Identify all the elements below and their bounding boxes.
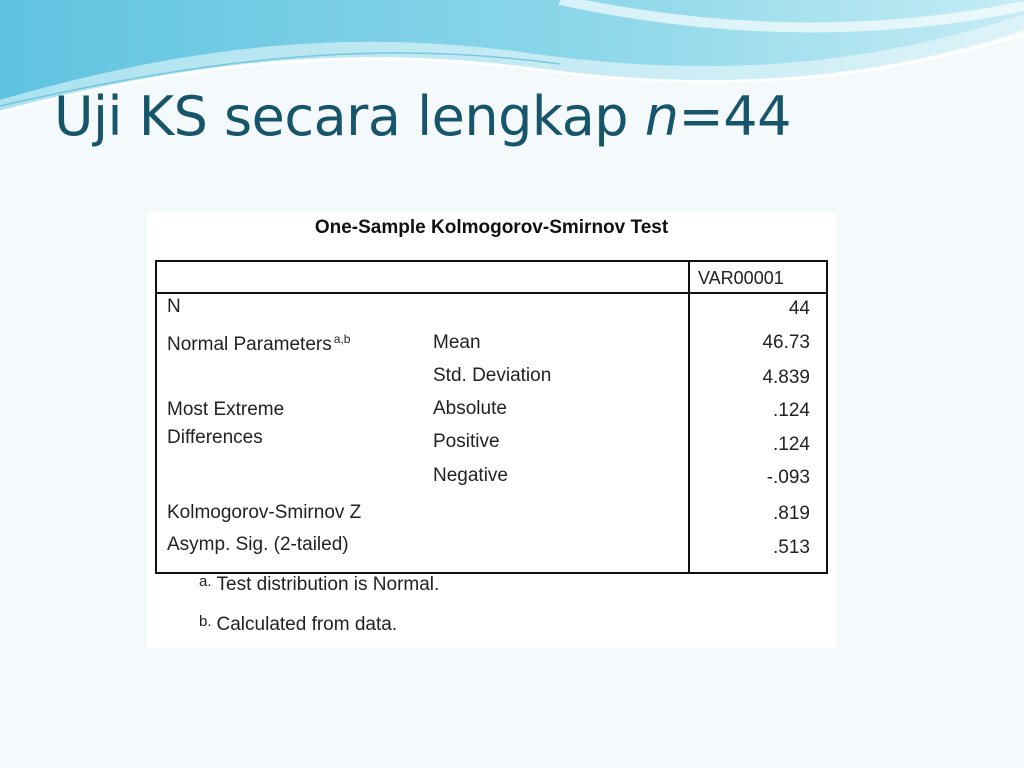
column-divider bbox=[688, 262, 690, 572]
normal-parameters-text: Normal Parameters bbox=[167, 334, 332, 355]
row-stat-negative: Negative bbox=[433, 465, 508, 486]
slide-title-variable: n bbox=[644, 85, 679, 148]
row-label-asymp-sig: Asymp. Sig. (2-tailed) bbox=[167, 534, 349, 555]
normal-parameters-footnote-ref: a,b bbox=[333, 332, 351, 346]
row-stat-positive: Positive bbox=[433, 431, 500, 452]
row-value-asymp-sig: .513 bbox=[773, 537, 810, 558]
row-label-ks-z: Kolmogorov-Smirnov Z bbox=[167, 502, 362, 523]
row-value-n: 44 bbox=[788, 298, 810, 319]
row-label-normal-parameters bbox=[167, 332, 350, 356]
row-value-ks-z: .819 bbox=[773, 503, 810, 524]
slide-title bbox=[54, 85, 791, 148]
footnote-a bbox=[199, 573, 439, 613]
footnote-b-text: Calculated from data. bbox=[216, 614, 398, 635]
row-value-std-deviation: 4.839 bbox=[762, 367, 810, 388]
row-label-differences: Differences bbox=[167, 427, 263, 448]
row-value-mean: 46.73 bbox=[762, 332, 810, 353]
column-header: VAR00001 bbox=[698, 268, 784, 288]
table-caption: One-Sample Kolmogorov-Smirnov Test bbox=[314, 217, 669, 238]
footnote-b bbox=[199, 613, 439, 653]
row-label-n: N bbox=[167, 296, 181, 317]
row-value-absolute: .124 bbox=[773, 400, 810, 421]
ks-test-output bbox=[147, 213, 836, 648]
table-footnotes bbox=[199, 573, 439, 653]
footnote-a-mark: a. bbox=[199, 573, 212, 590]
slide-title-suffix: =44 bbox=[678, 85, 791, 148]
row-value-positive: .124 bbox=[773, 434, 810, 455]
footnote-a-text: Test distribution is Normal. bbox=[216, 574, 440, 595]
ks-table bbox=[155, 260, 828, 574]
row-value-negative: -.093 bbox=[766, 467, 810, 488]
row-label-most-extreme: Most Extreme bbox=[167, 399, 285, 420]
row-stat-std-deviation: Std. Deviation bbox=[433, 365, 552, 386]
slide-title-prefix: Uji KS secara lengkap bbox=[54, 85, 645, 148]
row-stat-absolute: Absolute bbox=[433, 398, 507, 419]
footnote-b-mark: b. bbox=[199, 613, 212, 630]
row-stat-mean: Mean bbox=[433, 332, 481, 353]
